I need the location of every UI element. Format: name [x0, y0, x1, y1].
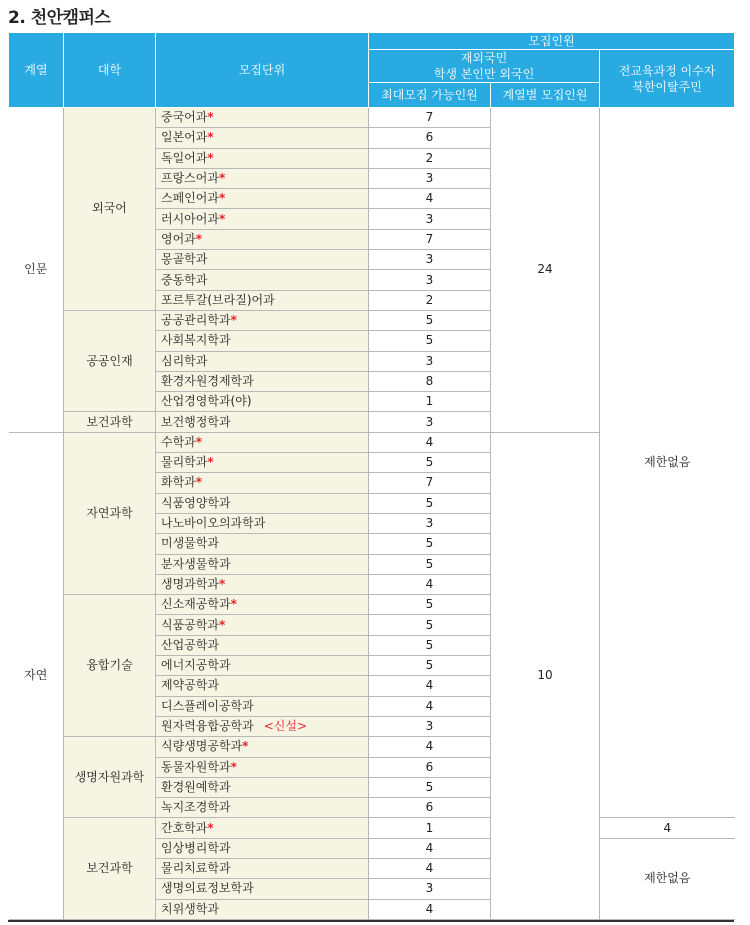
unit-cell [156, 229, 369, 249]
max-count: 4 [369, 432, 491, 452]
max-count: 4 [369, 676, 491, 696]
unit-name: 생명과학과 [161, 576, 219, 591]
star-mark: * [195, 434, 203, 449]
max-count: 3 [369, 250, 491, 270]
page-title: 2. 천안캠퍼스 [8, 8, 111, 28]
unit-cell [156, 838, 369, 858]
category-humanities: 인문 [9, 108, 64, 433]
college-foreign-language: 외국어 [64, 108, 156, 311]
college-natural-science: 자연과학 [64, 432, 156, 594]
unit-name: 녹지조경학과 [161, 800, 231, 815]
star-mark: * [207, 130, 214, 145]
unit-name: 디스플레이공학과 [161, 698, 254, 713]
max-count: 2 [369, 148, 491, 168]
unit-cell [156, 777, 369, 797]
max-count: 6 [369, 128, 491, 148]
max-count: 5 [369, 554, 491, 574]
star-mark: * [207, 150, 214, 165]
max-count: 5 [369, 656, 491, 676]
unit-cell [156, 574, 369, 594]
unit-name: 일본어과 [161, 130, 208, 145]
max-count: 1 [369, 392, 491, 412]
unit-name: 환경자원경제학과 [161, 374, 254, 388]
unit-name: 분자생물학과 [161, 556, 231, 571]
unit-name: 동물자원학과 [161, 759, 231, 774]
max-count: 5 [369, 331, 491, 351]
max-count: 4 [369, 737, 491, 757]
star-mark: * [207, 110, 214, 125]
unit-name: 심리학과 [161, 353, 208, 368]
unit-cell [156, 696, 369, 716]
unit-name: 간호학과 [161, 820, 208, 835]
max-count: 5 [369, 615, 491, 635]
total-humanities: 24 [491, 108, 600, 433]
unit-cell [156, 493, 369, 513]
max-count: 4 [369, 838, 491, 858]
header-college: 대학 [64, 33, 156, 108]
unit-cell [156, 148, 369, 168]
unit-name: 물리치료학과 [161, 861, 231, 876]
unit-name: 식품영양학과 [161, 495, 231, 510]
max-count: 3 [369, 513, 491, 533]
unit-name: 미생물학과 [161, 536, 219, 551]
max-count: 3 [369, 209, 491, 229]
max-count: 6 [369, 798, 491, 818]
special-unlimited: 제한없음 [600, 108, 735, 818]
bottom-rule [8, 920, 734, 922]
special-nursing: 4 [600, 818, 735, 838]
unit-cell [156, 716, 369, 736]
unit-name: 물리학과 [161, 455, 208, 470]
unit-cell [156, 879, 369, 899]
unit-name: 식량생명공학과 [161, 739, 243, 754]
unit-name: 제약공학과 [161, 678, 219, 693]
unit-cell [156, 310, 369, 330]
unit-cell [156, 554, 369, 574]
unit-cell [156, 351, 369, 371]
header-max-per-unit: 최대모집 가능인원 [369, 83, 491, 108]
header-per-category: 계열별 모집인원 [491, 83, 600, 108]
max-count: 3 [369, 412, 491, 432]
header-category: 계열 [9, 33, 64, 108]
unit-cell [156, 473, 369, 493]
header-special: 전교육과정 이수자 북한이탈주민 [600, 50, 735, 108]
max-count: 8 [369, 371, 491, 391]
unit-cell [156, 899, 369, 919]
unit-name: 포르투갈(브라질)어과 [161, 292, 275, 307]
unit-name: 산업경영학과(야) [161, 394, 252, 409]
unit-name: 독일어과 [161, 150, 208, 165]
max-count: 7 [369, 229, 491, 249]
max-count: 7 [369, 473, 491, 493]
unit-cell [156, 108, 369, 128]
star-mark: * [207, 820, 214, 835]
college-convergence-tech: 융합기술 [64, 595, 156, 737]
star-mark: * [207, 455, 214, 470]
max-count: 1 [369, 818, 491, 838]
unit-name: 화학과 [161, 475, 196, 490]
unit-cell [156, 331, 369, 351]
header-foreign-group: 재외국민 학생 본인만 외국인 [369, 50, 600, 83]
max-count: 5 [369, 777, 491, 797]
star-mark: * [218, 171, 226, 186]
unit-cell [156, 290, 369, 310]
max-count: 4 [369, 574, 491, 594]
unit-name: 나노바이오의과학과 [161, 516, 266, 531]
table-row [9, 108, 735, 128]
unit-name: 몽골학과 [161, 252, 208, 267]
max-count: 5 [369, 534, 491, 554]
unit-cell [156, 818, 369, 838]
new-tag: <신설> [263, 719, 308, 734]
max-count: 3 [369, 716, 491, 736]
unit-name: 수학과 [161, 434, 196, 449]
unit-name: 원자력융합공학과 [161, 719, 254, 734]
unit-cell [156, 635, 369, 655]
star-mark: * [218, 211, 226, 226]
unit-cell [156, 168, 369, 188]
unit-cell [156, 676, 369, 696]
max-count: 2 [369, 290, 491, 310]
unit-name: 보건행정학과 [161, 414, 231, 429]
special-unlimited-health: 제한없음 [600, 838, 735, 919]
max-count: 4 [369, 189, 491, 209]
unit-cell [156, 412, 369, 432]
unit-cell [156, 209, 369, 229]
star-mark: * [230, 313, 237, 328]
unit-cell [156, 189, 369, 209]
unit-cell [156, 453, 369, 473]
unit-cell [156, 371, 369, 391]
unit-cell [156, 615, 369, 635]
max-count: 5 [369, 453, 491, 473]
star-mark: * [230, 759, 237, 774]
unit-cell [156, 513, 369, 533]
max-count: 5 [369, 493, 491, 513]
unit-name: 스페인어과 [161, 191, 219, 206]
unit-name: 에너지공학과 [161, 658, 231, 673]
college-public-talent: 공공인재 [64, 310, 156, 411]
category-science: 자연 [9, 432, 64, 919]
admission-table [8, 32, 735, 920]
unit-cell [156, 128, 369, 148]
unit-cell [156, 270, 369, 290]
unit-cell [156, 798, 369, 818]
max-count: 3 [369, 879, 491, 899]
max-count: 7 [369, 108, 491, 128]
unit-cell [156, 250, 369, 270]
table-row [9, 818, 735, 838]
unit-name: 임상병리학과 [161, 840, 231, 855]
college-health-science: 보건과학 [64, 818, 156, 919]
star-mark: * [218, 617, 226, 632]
max-count: 5 [369, 310, 491, 330]
unit-cell [156, 858, 369, 878]
max-count: 3 [369, 270, 491, 290]
unit-name: 사회복지학과 [161, 333, 231, 348]
max-count: 5 [369, 595, 491, 615]
college-health-science-humanities: 보건과학 [64, 412, 156, 432]
unit-cell [156, 432, 369, 452]
unit-name: 프랑스어과 [161, 171, 219, 186]
unit-cell [156, 737, 369, 757]
total-science: 10 [491, 432, 600, 919]
unit-name: 중동학과 [161, 272, 208, 287]
unit-name: 신소재공학과 [161, 597, 231, 612]
unit-cell [156, 757, 369, 777]
unit-name: 식품공학과 [161, 617, 219, 632]
max-count: 3 [369, 351, 491, 371]
unit-name: 영어과 [161, 231, 196, 246]
star-mark: * [195, 475, 203, 490]
max-count: 4 [369, 899, 491, 919]
star-mark: * [218, 191, 226, 206]
unit-cell [156, 595, 369, 615]
unit-name: 러시아어과 [161, 211, 219, 226]
unit-name: 환경원예학과 [161, 779, 231, 794]
header-unit: 모집단위 [156, 33, 369, 108]
max-count: 4 [369, 858, 491, 878]
star-mark: * [218, 576, 226, 591]
header-quota: 모집인원 [369, 33, 735, 50]
max-count: 3 [369, 168, 491, 188]
star-mark: * [242, 739, 249, 754]
unit-cell [156, 656, 369, 676]
star-mark: * [230, 597, 237, 612]
unit-name: 공공관리학과 [161, 313, 231, 328]
max-count: 5 [369, 635, 491, 655]
college-life-resources: 생명자원과학 [64, 737, 156, 818]
unit-cell [156, 534, 369, 554]
star-mark: * [195, 231, 203, 246]
unit-name: 생명의료정보학과 [161, 881, 254, 896]
max-count: 4 [369, 696, 491, 716]
unit-cell [156, 392, 369, 412]
unit-name: 중국어과 [161, 110, 208, 125]
unit-name: 치위생학과 [161, 901, 219, 916]
unit-name: 산업공학과 [161, 637, 219, 652]
max-count: 6 [369, 757, 491, 777]
